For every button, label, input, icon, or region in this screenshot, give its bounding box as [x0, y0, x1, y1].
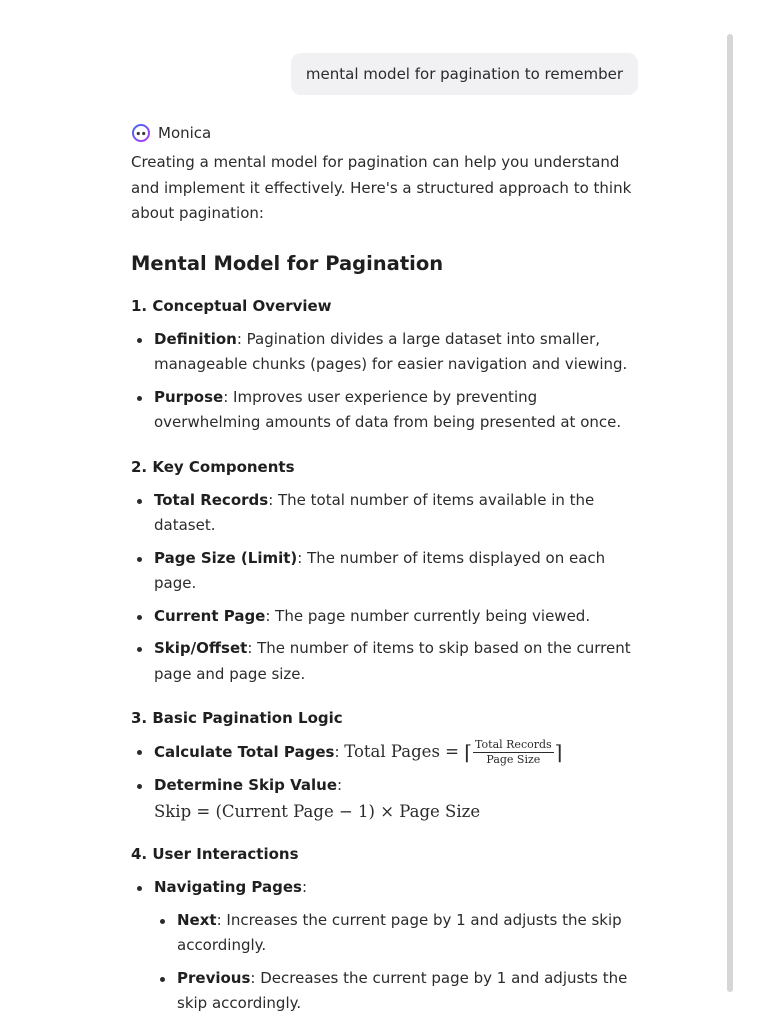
list-item-term: Total Records: [154, 490, 269, 509]
fraction-numerator: Total Records: [475, 738, 552, 751]
list-item: [131, 604, 641, 630]
section-heading-user-interactions: 4. User Interactions: [131, 845, 299, 863]
list-item-term: Determine Skip Value: [154, 776, 337, 794]
list-item-term: Purpose: [154, 387, 224, 406]
list-item-term: Previous: [177, 968, 251, 987]
list-item: [131, 546, 641, 597]
list-item-text: : The number of items to skip based on the current page and page size.: [154, 639, 631, 683]
list-item-text: :: [301, 878, 308, 896]
user-interactions-list: [131, 875, 641, 1017]
list-item: [131, 773, 641, 825]
list-item-term: Calculate Total Pages: [154, 743, 335, 761]
list-item: [131, 488, 641, 539]
list-item-separator: :: [337, 776, 343, 794]
list-item-term: Definition: [154, 329, 237, 348]
list-item-text: : Pagination divides a large dataset into smaller, manageable chunks (pages) for easier navigation and viewing.: [154, 329, 628, 373]
navigating-pages-sublist: [154, 908, 641, 1017]
assistant-message: [131, 122, 641, 1017]
list-item: [154, 966, 641, 1017]
list-item-text: : The total number of items available in the dataset.: [154, 490, 595, 534]
list-item-text: : The page number currently being viewed.: [265, 606, 591, 625]
list-item-text: : Improves user experience by preventing overwhelming amounts of data from being presented at once.: [154, 387, 622, 431]
intro-paragraph: Creating a mental model for pagination can help you understand and implement it effectively. Here's a structured approach to think about pagination:: [131, 153, 632, 222]
fraction-denominator: Page Size: [486, 753, 541, 766]
ceil-right-bracket: ⌉: [554, 740, 563, 765]
conceptual-overview-list: [131, 327, 641, 436]
total-pages-formula: [344, 738, 563, 766]
list-item-text: : Increases the current page by 1 and adjusts the skip accordingly.: [177, 910, 622, 954]
list-item: [131, 636, 641, 687]
pagination-logic-list: [131, 739, 641, 825]
list-item: [154, 908, 641, 959]
list-item-term: Navigating Pages: [154, 878, 302, 896]
list-item-term: Current Page: [154, 606, 266, 625]
key-components-list: [131, 488, 641, 688]
assistant-header: [131, 122, 641, 144]
scrollbar-thumb[interactable]: [727, 34, 733, 992]
list-item: [131, 327, 641, 378]
skip-value-formula: Skip = (Current Page − 1) × Page Size: [154, 801, 481, 821]
formula-equals: =: [439, 742, 465, 761]
ceil-left-bracket: ⌈: [464, 740, 473, 765]
list-item-term: Next: [177, 910, 217, 929]
list-item-term: Page Size (Limit): [154, 548, 298, 567]
list-item-separator: :: [334, 743, 345, 761]
formula-lhs: Total Pages: [344, 742, 440, 761]
response-title: Mental Model for Pagination: [131, 251, 444, 275]
section-heading-basic-pagination-logic: 3. Basic Pagination Logic: [131, 709, 343, 727]
list-item-text: : Decreases the current page by 1 and adjusts the skip accordingly.: [177, 968, 628, 1012]
list-item: [131, 739, 641, 766]
user-message-bubble: mental model for pagination to remember: [291, 53, 638, 95]
list-item: [131, 385, 641, 436]
formula-fraction: [473, 739, 554, 766]
list-item: [131, 875, 641, 1017]
section-heading-conceptual-overview: 1. Conceptual Overview: [131, 296, 332, 315]
list-item-text: : The number of items displayed on each page.: [154, 548, 606, 592]
monica-avatar-icon: [131, 123, 151, 143]
assistant-name: Monica: [158, 124, 212, 142]
list-item-term: Skip/Offset: [154, 639, 248, 657]
section-heading-key-components: 2. Key Components: [131, 457, 295, 476]
